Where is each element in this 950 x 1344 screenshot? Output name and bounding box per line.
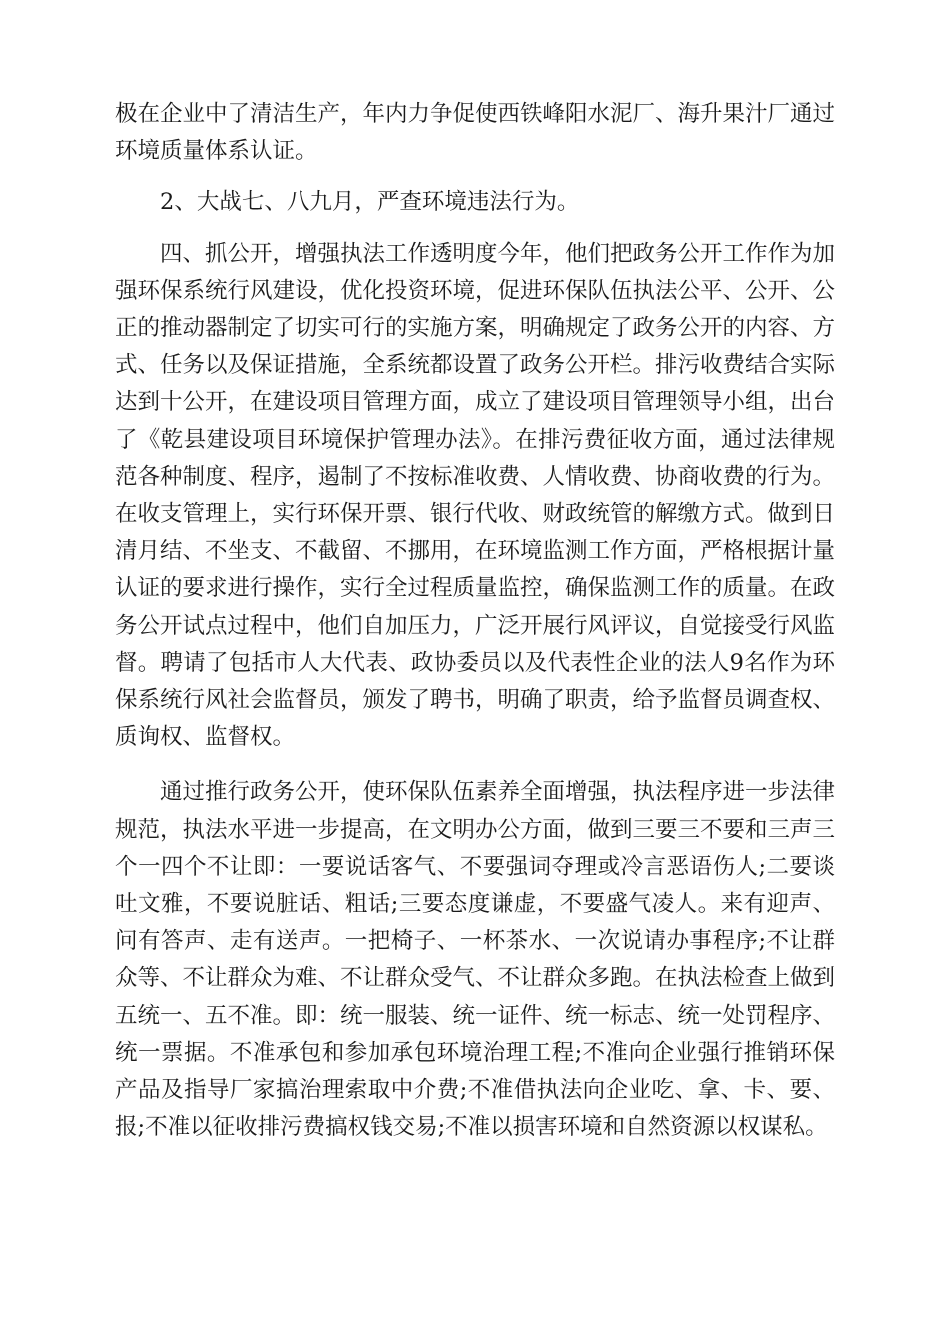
document-body — [115, 96, 835, 1146]
paragraph-section-4: 四、抓公开，增强执法工作透明度今年，他们把政务公开工作作为加强环保系统行风建设，优化投资环境，促进环保队伍执法公平、公开、公正的推动器制定了切实可行的实施方案，明确规定了政务公开的内容、方式、任务以及保证措施，全系统都设置了政务公开栏。排污收费结合实际达到十公开，在建设项目管理方面，成立了建设项目管理领导小组，出台了《乾县建设项目环境保护管理办法》。在排污费征收方面，通过法律规范各种制度、程序，遏制了不按标准收费、人情收费、协商收费的行为。在收支管理上，实行环保开票、银行代收、财政统管的解缴方式。做到日清月结、不坐支、不截留、不挪用，在环境监测工作方面，严格根据计量认证的要求进行操作，实行全过程质量监控，确保监测工作的质量。在政务公开试点过程中，他们自加压力，广泛开展行风评议，自觉接受行风监督。聘请了包括市人大代表、政协委员以及代表性企业的法人9名作为环保系统行风社会监督员，颁发了聘书，明确了职责，给予监督员调查权、质询权、监督权。 — [115, 240, 836, 751]
paragraph-item-2: 2、大战七、八九月，严查环境违法行为。 — [160, 189, 580, 216]
paragraph-continuation: 极在企业中了清洁生产，年内力争促使西铁峰阳水泥厂、海升果汁厂通过环境质量体系认证。 — [115, 101, 836, 165]
paragraph-openness-results: 通过推行政务公开，使环保队伍素养全面增强，执法程序进一步法律规范，执法水平进一步提高，在文明办公方面，做到三要三不要和三声三个一四个不让即：一要说话客气、不要强词夺理或冷言恶语伤人;二要谈吐文雅，不要说脏话、粗话;三要态度谦虚，不要盛气凌人。来有迎声、问有答声、走有送声。一把椅子、一杯茶水、一次说请办事程序;不让群众等、不让群众为难、不让群众受气、不让群众多跑。在执法检查上做到五统一、五不准。即：统一服装、统一证件、统一标志、统一处罚程序、统一票据。不准承包和参加承包环境治理工程;不准向企业强行推销环保产品及指导厂家搞治理索取中介费;不准借执法向企业吃、拿、卡、要、报;不准以征收排污费搞权钱交易;不准以损害环境和自然资源以权谋私。 — [115, 779, 836, 1141]
